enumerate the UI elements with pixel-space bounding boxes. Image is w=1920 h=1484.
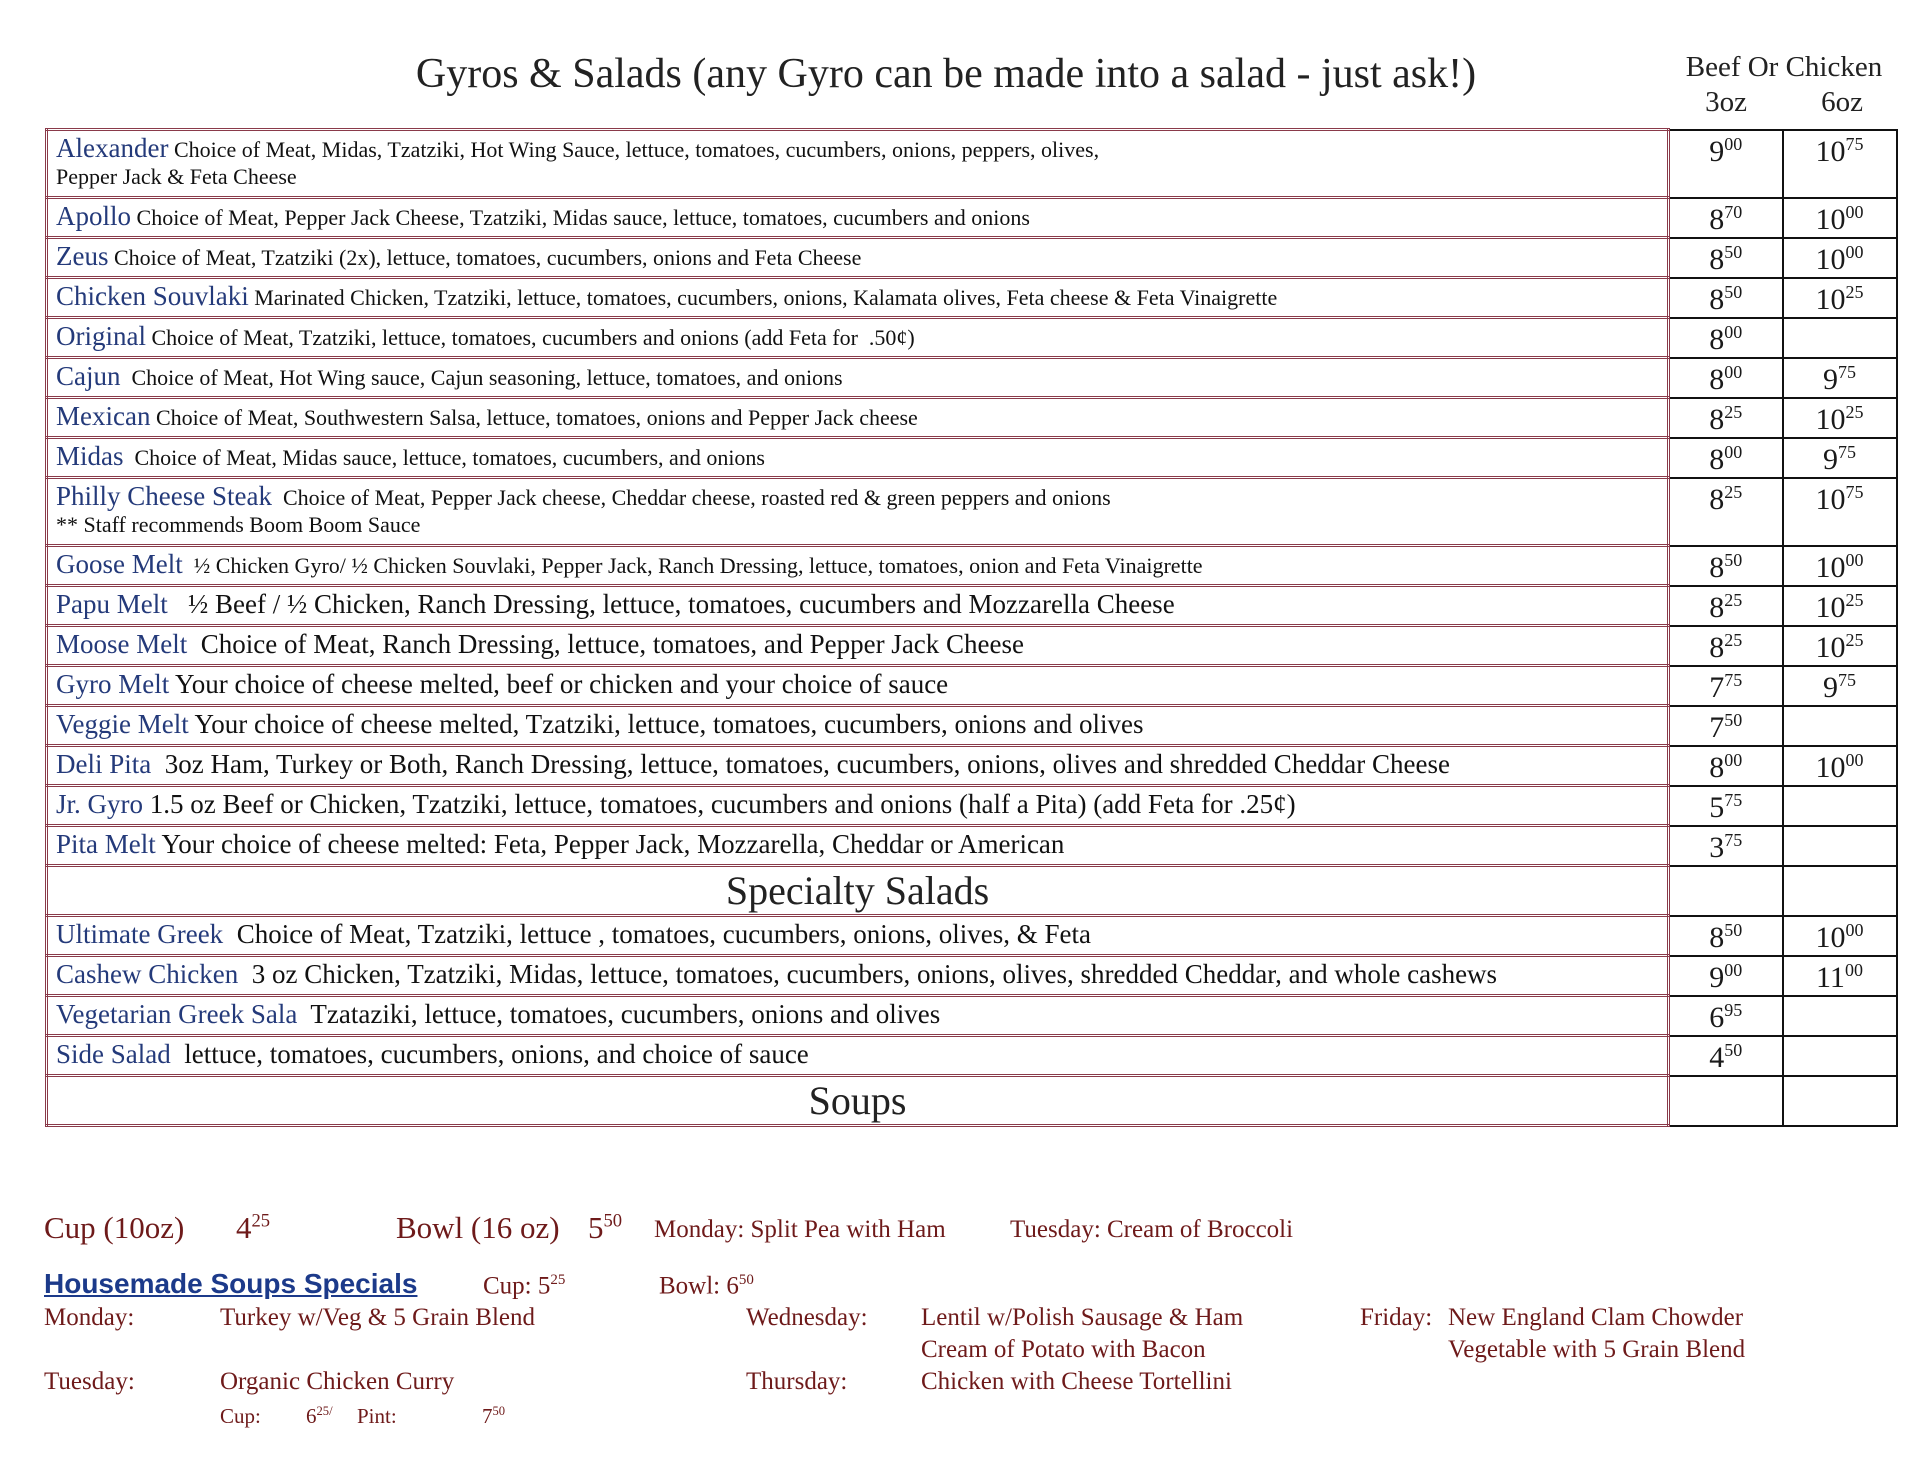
item-name: Cashew Chicken bbox=[56, 959, 239, 989]
price-6: $10^{25}$ bbox=[1783, 626, 1897, 666]
soups-section bbox=[47, 1076, 1897, 1126]
price-6: $10^{25}$ bbox=[1783, 278, 1897, 318]
menu-item bbox=[47, 238, 1897, 278]
price-6: $10^{00}$ bbox=[1783, 746, 1897, 786]
specials-tuesday-pint: Pint: bbox=[357, 1404, 397, 1428]
item-description: 1.5 oz Beef or Chicken, Tzatziki, lettuce, tomatoes, cucumbers and onions (half a Pita) (add Feta for .25¢) bbox=[143, 789, 1296, 819]
item-name: Jr. Gyro bbox=[56, 789, 143, 819]
price-3: $3^{75}$ bbox=[1669, 826, 1783, 866]
menu-item bbox=[47, 438, 1897, 478]
specials-tuesday-pint-price: $7^{50}$ bbox=[482, 1404, 506, 1428]
price-3: $8^{00}$ bbox=[1669, 318, 1783, 358]
price-3: $8^{25}$ bbox=[1669, 586, 1783, 626]
specials-monday: Turkey w/Veg & 5 Grain Blend bbox=[220, 1304, 536, 1331]
menu-item bbox=[47, 996, 1897, 1036]
menu-item bbox=[47, 786, 1897, 826]
item-name: Papu Melt bbox=[56, 589, 168, 619]
price-3: $7^{50}$ bbox=[1669, 706, 1783, 746]
item-description: Choice of Meat, Ranch Dressing, lettuce, tomatoes, and Pepper Jack Cheese bbox=[187, 629, 1024, 659]
price-6: $10^{75}$ bbox=[1783, 130, 1897, 198]
soups-section-title: Soups bbox=[47, 1076, 1669, 1126]
item-description: Choice of Meat, Tzatziki, lettuce, tomatoes, cucumbers and onions (add Feta for .50¢) bbox=[145, 325, 915, 350]
bowl-price: $5^{50}$ bbox=[588, 1210, 623, 1245]
item-name: Original bbox=[56, 321, 146, 351]
price-6: $10^{00}$ bbox=[1783, 198, 1897, 238]
menu-item bbox=[47, 1036, 1897, 1076]
price-6: $10^{00}$ bbox=[1783, 546, 1897, 586]
item-name: Veggie Melt bbox=[56, 709, 189, 739]
item-name: Moose Melt bbox=[56, 629, 188, 659]
price-6 bbox=[1783, 706, 1897, 746]
specials-cup-price: Cup: $5^{25}$ bbox=[483, 1272, 566, 1300]
empty-price-cell bbox=[1669, 866, 1783, 916]
specials-header: Housemade Soups Specials bbox=[44, 1268, 418, 1299]
price-6: $10^{25}$ bbox=[1783, 398, 1897, 438]
menu-item bbox=[47, 666, 1897, 706]
price-6: $10^{00}$ bbox=[1783, 238, 1897, 278]
menu-item bbox=[47, 956, 1897, 996]
item-description: Tzataziki, lettuce, tomatoes, cucumbers, onions and olives bbox=[297, 999, 941, 1029]
item-name: Zeus bbox=[56, 241, 109, 271]
price-3: $8^{50}$ bbox=[1669, 278, 1783, 318]
menu-item bbox=[47, 546, 1897, 586]
specials-wednesday-1: Lentil w/Polish Sausage & Ham bbox=[921, 1304, 1244, 1331]
item-name: Goose Melt bbox=[56, 549, 183, 579]
price-6: $10^{75}$ bbox=[1783, 478, 1897, 546]
menu-item bbox=[47, 358, 1897, 398]
specials-wednesday-2: Cream of Potato with Bacon bbox=[921, 1336, 1206, 1363]
specials-tuesday-cup: Cup: bbox=[220, 1404, 261, 1428]
specials-tuesday-cup-price: $6^{25/}$ bbox=[306, 1404, 333, 1428]
price-6: $10^{25}$ bbox=[1783, 586, 1897, 626]
item-name: Pita Melt bbox=[56, 829, 156, 859]
price-column-header: Beef Or Chicken bbox=[1685, 51, 1883, 83]
size-3oz: 3oz bbox=[1705, 86, 1747, 118]
specials-tuesday: Organic Chicken Curry bbox=[220, 1368, 455, 1395]
item-description: Your choice of cheese melted: Feta, Pepper Jack, Mozzarella, Cheddar or American bbox=[155, 829, 1065, 859]
specials-thursday-label: Thursday: bbox=[746, 1368, 848, 1395]
item-description: Choice of Meat, Tzatziki (2x), lettuce, tomatoes, cucumbers, onions and Feta Cheese bbox=[108, 245, 862, 270]
menu-item bbox=[47, 826, 1897, 866]
specialty-salads-section bbox=[47, 866, 1897, 916]
menu-item bbox=[47, 746, 1897, 786]
price-6: $9^{75}$ bbox=[1783, 358, 1897, 398]
specials-thursday: Chicken with Cheese Tortellini bbox=[921, 1368, 1232, 1395]
specials-friday-2: Vegetable with 5 Grain Blend bbox=[1448, 1336, 1746, 1363]
item-description: Your choice of cheese melted, Tzatziki, lettuce, tomatoes, cucumbers, onions and olives bbox=[188, 709, 1144, 739]
price-6 bbox=[1783, 1036, 1897, 1076]
menu-item bbox=[47, 278, 1897, 318]
price-3: $8^{50}$ bbox=[1669, 546, 1783, 586]
item-description: Choice of Meat, Pepper Jack cheese, Cheddar cheese, roasted red & green peppers and onions bbox=[271, 485, 1111, 510]
item-name: Alexander bbox=[56, 133, 169, 163]
item-description: Choice of Meat, Midas sauce, lettuce, tomatoes, cucumbers, and onions bbox=[123, 445, 765, 470]
item-name: Vegetarian Greek Sala bbox=[56, 999, 298, 1029]
cup-price: $4^{25}$ bbox=[236, 1210, 271, 1245]
price-3: $8^{25}$ bbox=[1669, 626, 1783, 666]
price-3: $8^{00}$ bbox=[1669, 746, 1783, 786]
price-3: $4^{50}$ bbox=[1669, 1036, 1783, 1076]
price-6 bbox=[1783, 318, 1897, 358]
price-3: $8^{25}$ bbox=[1669, 398, 1783, 438]
item-description-line2: Pepper Jack & Feta Cheese bbox=[56, 164, 297, 189]
price-6: $9^{75}$ bbox=[1783, 666, 1897, 706]
price-6 bbox=[1783, 826, 1897, 866]
specials-monday-label: Monday: bbox=[44, 1304, 135, 1331]
empty-price-cell bbox=[1783, 1076, 1897, 1126]
item-description: 3 oz Chicken, Tzatziki, Midas, lettuce, tomatoes, cucumbers, onions, olives, shredded Cheddar, and whole cashews bbox=[238, 959, 1498, 989]
item-description: ½ Beef / ½ Chicken, Ranch Dressing, lettuce, tomatoes, cucumbers and Mozzarella Cheese bbox=[167, 589, 1175, 619]
menu-table bbox=[45, 128, 1898, 1127]
menu-item bbox=[47, 318, 1897, 358]
item-description: Choice of Meat, Southwestern Salsa, lettuce, tomatoes, onions and Pepper Jack cheese bbox=[150, 405, 918, 430]
price-3: $8^{70}$ bbox=[1669, 198, 1783, 238]
empty-price-cell bbox=[1669, 1076, 1783, 1126]
price-6 bbox=[1783, 996, 1897, 1036]
menu-item bbox=[47, 626, 1897, 666]
empty-price-cell bbox=[1783, 866, 1897, 916]
price-3: $5^{75}$ bbox=[1669, 786, 1783, 826]
item-description: Choice of Meat, Pepper Jack Cheese, Tzatziki, Midas sauce, lettuce, tomatoes, cucumbers and onions bbox=[131, 205, 1030, 230]
menu-item bbox=[47, 198, 1897, 238]
price-3: $8^{00}$ bbox=[1669, 358, 1783, 398]
price-6: $10^{00}$ bbox=[1783, 916, 1897, 956]
menu-item bbox=[47, 130, 1897, 198]
price-3: $8^{50}$ bbox=[1669, 238, 1783, 278]
menu-item bbox=[47, 398, 1897, 438]
specialty-salads-section-title: Specialty Salads bbox=[47, 866, 1669, 916]
page-title: Gyros & Salads (any Gyro can be made into a salad - just ask!) bbox=[415, 51, 1477, 97]
specials-friday-label: Friday: bbox=[1360, 1304, 1433, 1331]
item-name: Deli Pita bbox=[56, 749, 152, 779]
specials-bowl-price: Bowl: $6^{50}$ bbox=[659, 1272, 754, 1300]
item-description: lettuce, tomatoes, cucumbers, onions, and choice of sauce bbox=[170, 1039, 809, 1069]
menu-item bbox=[47, 706, 1897, 746]
bowl-label: Bowl (16 oz) bbox=[396, 1210, 560, 1245]
price-6 bbox=[1783, 786, 1897, 826]
cup-label: Cup (10oz) bbox=[44, 1210, 185, 1245]
price-3: $8^{50}$ bbox=[1669, 916, 1783, 956]
price-3: $6^{95}$ bbox=[1669, 996, 1783, 1036]
specials-wednesday-label: Wednesday: bbox=[746, 1304, 868, 1331]
item-name: Gyro Melt bbox=[56, 669, 170, 699]
menu-item bbox=[47, 586, 1897, 626]
item-name: Ultimate Greek bbox=[56, 919, 224, 949]
item-name: Chicken Souvlaki bbox=[56, 281, 249, 311]
specials-tuesday-label: Tuesday: bbox=[44, 1368, 135, 1395]
item-name: Side Salad bbox=[56, 1039, 171, 1069]
item-description: Choice of Meat, Tzatziki, lettuce , tomatoes, cucumbers, onions, olives, & Feta bbox=[223, 919, 1091, 949]
item-name: Cajun bbox=[56, 361, 121, 391]
price-6: $11^{00}$ bbox=[1783, 956, 1897, 996]
menu-item bbox=[47, 916, 1897, 956]
price-6: $9^{75}$ bbox=[1783, 438, 1897, 478]
size-6oz: 6oz bbox=[1821, 86, 1863, 118]
item-name: Philly Cheese Steak bbox=[56, 481, 272, 511]
item-description: ½ Chicken Gyro/ ½ Chicken Souvlaki, Pepper Jack, Ranch Dressing, lettuce, tomatoes, onion and Feta Vinaigrette bbox=[182, 553, 1203, 578]
item-description: Choice of Meat, Midas, Tzatziki, Hot Wing Sauce, lettuce, tomatoes, cucumbers, onions, peppers, olives, bbox=[168, 137, 1100, 162]
price-3: $9^{00}$ bbox=[1669, 956, 1783, 996]
monday-soup: Monday: Split Pea with Ham bbox=[654, 1216, 946, 1243]
item-description: 3oz Ham, Turkey or Both, Ranch Dressing, lettuce, tomatoes, cucumbers, onions, olives and shredded Cheddar Cheese bbox=[151, 749, 1450, 779]
price-3: $7^{75}$ bbox=[1669, 666, 1783, 706]
item-description: Choice of Meat, Hot Wing sauce, Cajun seasoning, lettuce, tomatoes, and onions bbox=[120, 365, 843, 390]
item-description: Your choice of cheese melted, beef or chicken and your choice of sauce bbox=[169, 669, 949, 699]
item-name: Midas bbox=[56, 441, 124, 471]
specials-friday-1: New England Clam Chowder bbox=[1448, 1304, 1744, 1331]
tuesday-soup: Tuesday: Cream of Broccoli bbox=[1010, 1216, 1294, 1243]
item-name: Apollo bbox=[56, 201, 132, 231]
price-3: $8^{00}$ bbox=[1669, 438, 1783, 478]
item-description: Marinated Chicken, Tzatziki, lettuce, tomatoes, cucumbers, onions, Kalamata olives, Feta cheese & Feta Vinaigrette bbox=[248, 285, 1278, 310]
price-3: $9^{00}$ bbox=[1669, 130, 1783, 198]
menu-item bbox=[47, 478, 1897, 546]
item-description-line2: ** Staff recommends Boom Boom Sauce bbox=[56, 512, 421, 537]
item-name: Mexican bbox=[56, 401, 151, 431]
price-3: $8^{25}$ bbox=[1669, 478, 1783, 546]
